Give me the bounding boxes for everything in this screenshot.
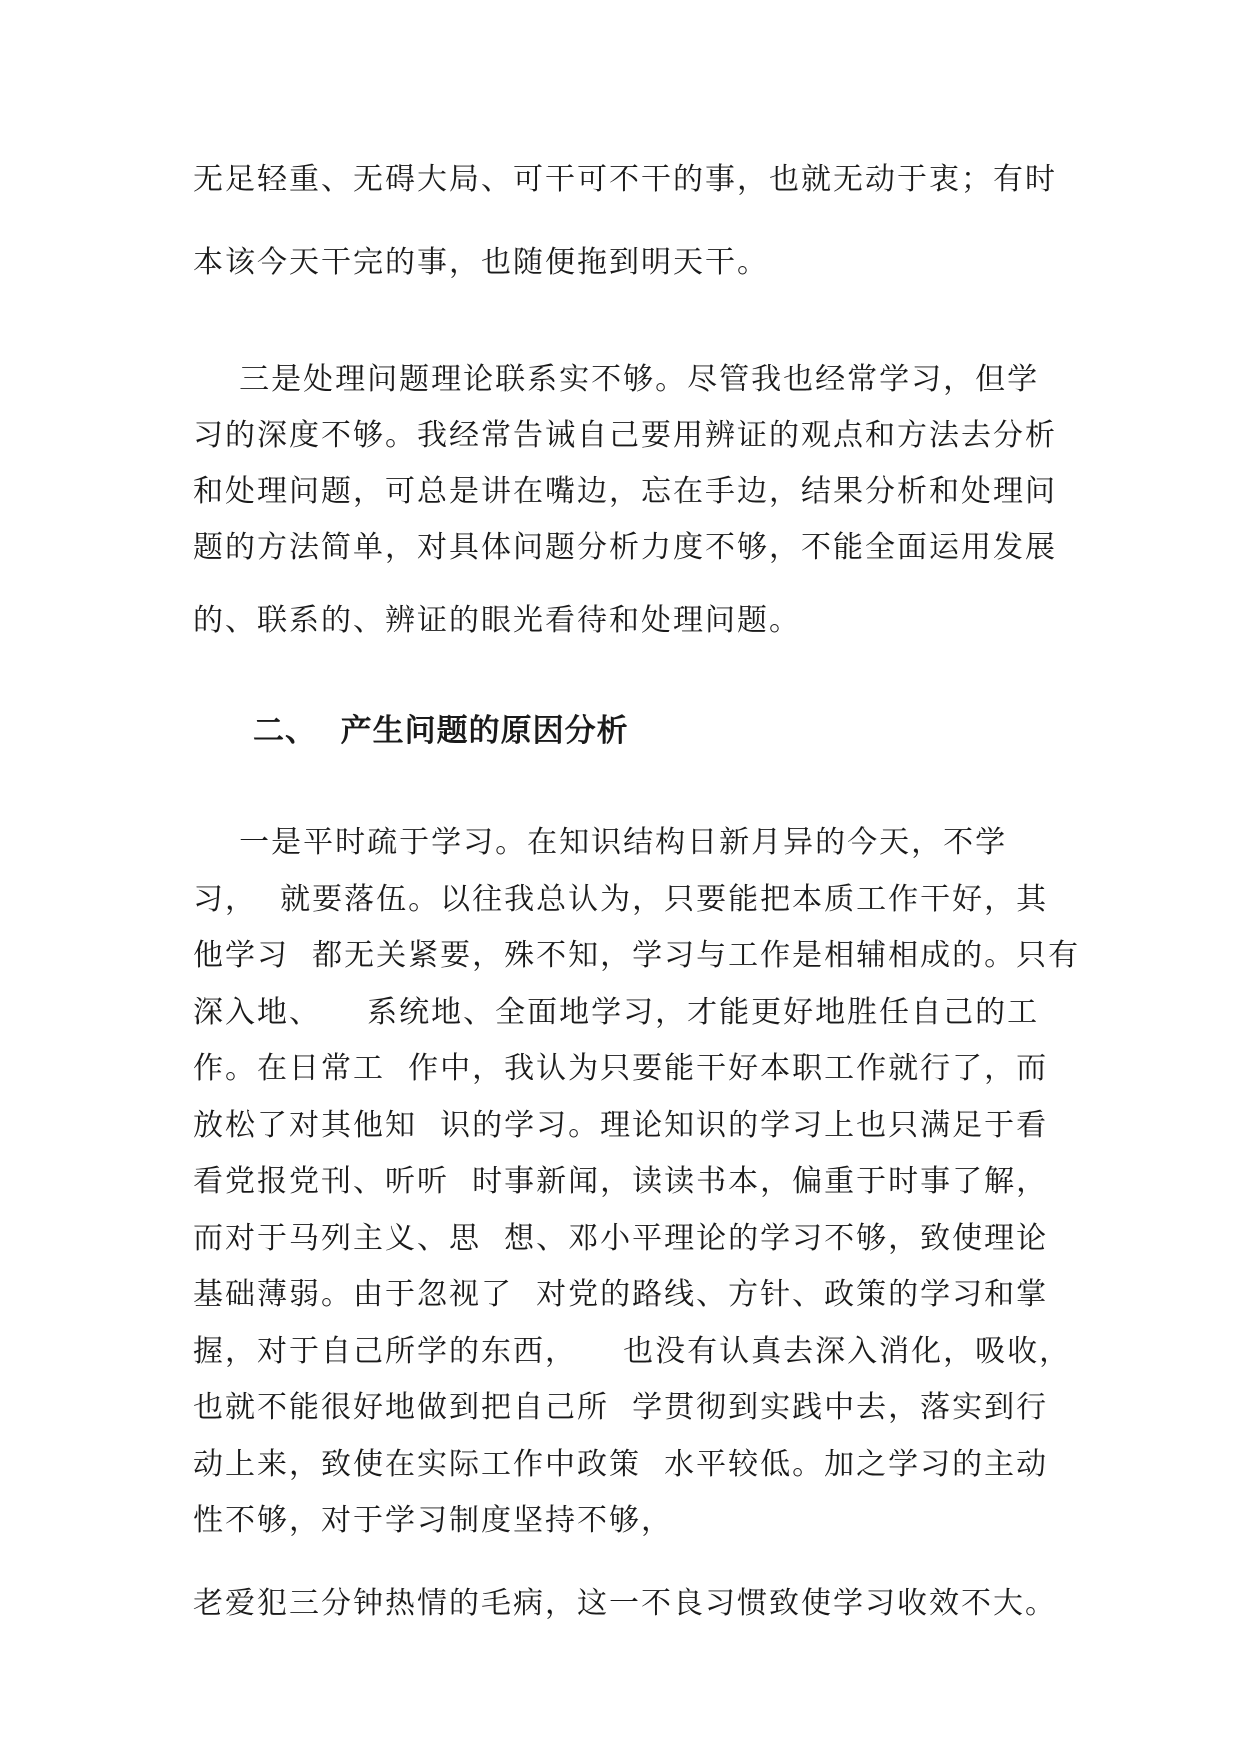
text-line: 看党报党刊、听听 时事新闻，读读书本，偏重于时事了解， xyxy=(193,1164,1049,1199)
text-line: 一是平时疏于学习。在知识结构日新月异的今天，不学 xyxy=(193,825,1008,860)
text-line: 性不够，对于学习制度坚持不够， xyxy=(193,1503,673,1538)
text-line: 基础薄弱。由于忽视了 对党的路线、方针、政策的学习和掌 xyxy=(193,1277,1049,1312)
text-line: 习的深度不够。我经常告诫自己要用辨证的观点和方法去分析 xyxy=(193,418,1057,453)
text-line: 握，对于自己所学的东西， 也没有认真去深入消化，吸收， xyxy=(193,1334,1072,1369)
text-line: 本该今天干完的事，也随便拖到明天干。 xyxy=(193,245,769,280)
text-line: 也就不能很好地做到把自己所 学贯彻到实践中去，落实到行 xyxy=(193,1390,1049,1425)
text-line: 作。在日常工 作中，我认为只要能干好本职工作就行了，而 xyxy=(193,1051,1049,1086)
text-line: 的、联系的、辨证的眼光看待和处理问题。 xyxy=(193,603,801,638)
text-line: 和处理问题，可总是讲在嘴边，忘在手边，结果分析和处理问 xyxy=(193,474,1057,509)
text-line: 动上来，致使在实际工作中政策 水平较低。加之学习的主动 xyxy=(193,1447,1049,1482)
text-line: 无足轻重、无碍大局、可干可不干的事，也就无动于衷；有时 xyxy=(193,162,1057,197)
text-line: 而对于马列主义、思 想、邓小平理论的学习不够，致使理论 xyxy=(193,1221,1049,1256)
text-line: 老爱犯三分钟热情的毛病，这一不良习惯致使学习收效不大。 xyxy=(193,1586,1057,1621)
text-line: 他学习 都无关紧要，殊不知，学习与工作是相辅相成的。只有 xyxy=(193,938,1081,973)
text-line: 题的方法简单，对具体问题分析力度不够，不能全面运用发展 xyxy=(193,530,1057,565)
text-line: 放松了对其他知 识的学习。理论知识的学习上也只满足于看 xyxy=(193,1108,1049,1143)
text-line: 习， 就要落伍。以往我总认为，只要能把本质工作干好，其 xyxy=(193,882,1049,917)
text-line: 深入地、 系统地、全面地学习，才能更好地胜任自己的工 xyxy=(193,995,1040,1030)
section-heading: 二、 产生问题的原因分析 xyxy=(253,713,629,749)
text-line: 三是处理问题理论联系实不够。尽管我也经常学习，但学 xyxy=(193,362,1040,397)
